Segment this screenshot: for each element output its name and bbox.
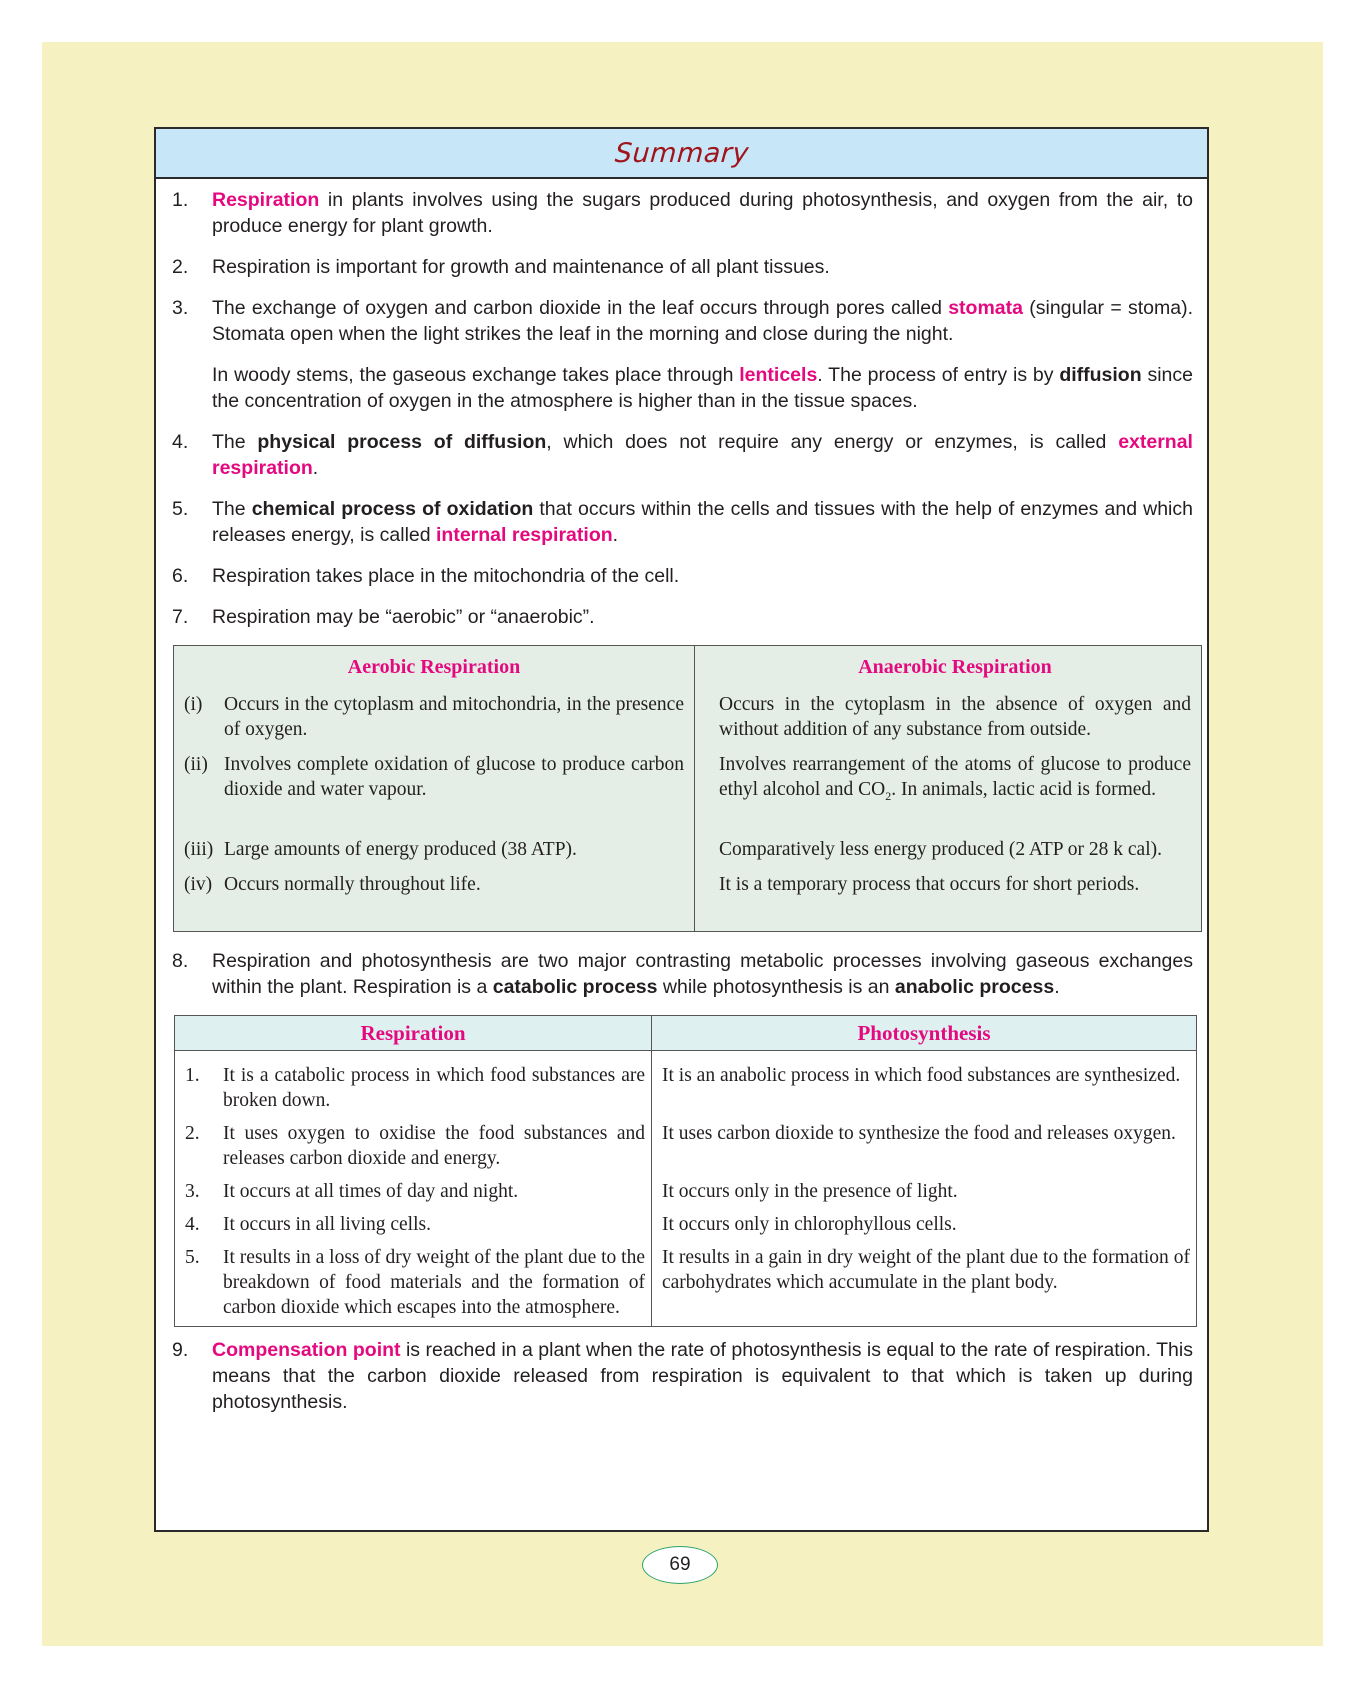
item-text xyxy=(212,563,1193,589)
text-run: Respiration may be “aerobic” or “anaerobic”. xyxy=(212,606,595,628)
summary-box xyxy=(154,127,1209,1532)
anaerobic-row xyxy=(719,752,1191,827)
summary-item-5 xyxy=(170,496,1193,548)
summary-header xyxy=(156,129,1207,179)
item-number: 6. xyxy=(172,565,189,587)
aerobic-row xyxy=(184,692,684,742)
aerobic-heading: Aerobic Respiration xyxy=(347,656,521,678)
respiration-text: It is a catabolic process in which food substances are broken down. xyxy=(223,1065,645,1111)
text-run: since the concentration of oxygen in the atmosphere is higher than in the tissue spaces. xyxy=(212,364,1193,412)
respiration-cell xyxy=(175,1210,652,1243)
anaerobic-column xyxy=(695,646,1201,931)
text-run: (singular = stoma). Stomata open when the light strikes the leaf in the morning and close during the night. xyxy=(212,297,1194,345)
text-run: that occurs within the cells and tissues with the help of enzymes and which releases energy, is called xyxy=(212,498,1193,546)
item-text xyxy=(212,295,1193,347)
text-run: . xyxy=(612,524,619,546)
photosynthesis-text: It occurs only in the presence of light. xyxy=(662,1181,958,1202)
item-number: 8. xyxy=(172,950,189,972)
item-number: 9. xyxy=(172,1339,189,1361)
row-number: 4. xyxy=(185,1214,200,1235)
text-run: In woody stems, the gaseous exchange takes place through xyxy=(212,364,740,386)
text-run: , which does not require any energy or enzymes, is called xyxy=(546,431,1119,453)
page-number: 69 xyxy=(642,1546,718,1584)
item-number: 7. xyxy=(172,606,189,628)
photosynthesis-text: It results in a gain in dry weight of the plant due to the formation of carbohydrates which accumulate in the plant body. xyxy=(662,1247,1190,1293)
text-run: The xyxy=(212,431,258,453)
item-sub-paragraph xyxy=(212,362,1193,414)
respiration-text: It occurs at all times of day and night. xyxy=(223,1181,519,1202)
respiration-cell xyxy=(175,1243,652,1327)
respiration-text: It occurs in all living cells. xyxy=(223,1214,431,1235)
summary-list xyxy=(170,187,1193,630)
highlighted-term: Respiration xyxy=(212,189,320,211)
item-text xyxy=(212,1337,1193,1415)
text-run: The exchange of oxygen and carbon dioxide in the leaf occurs through pores called xyxy=(212,297,949,319)
summary-content xyxy=(156,179,1207,1415)
bold-term: catabolic process xyxy=(492,976,658,998)
anaerobic-text: . In animals, lactic acid is formed. xyxy=(891,779,1157,800)
summary-item-9-row xyxy=(170,1337,1193,1415)
highlighted-term: stomata xyxy=(948,297,1023,319)
aerobic-text: Involves complete oxidation of glucose to produce carbon dioxide and water vapour. xyxy=(224,754,684,800)
item-text xyxy=(212,948,1193,1000)
summary-item-6 xyxy=(170,563,1193,589)
summary-item-4 xyxy=(170,429,1193,481)
photosynthesis-header: Photosynthesis xyxy=(652,1016,1197,1051)
item-text xyxy=(212,187,1193,239)
highlighted-term: external respiration xyxy=(212,431,1193,479)
photosynthesis-text: It is an anabolic process in which food substances are synthesized. xyxy=(662,1065,1181,1086)
row-number: 1. xyxy=(185,1065,200,1086)
text-run: . xyxy=(312,457,319,479)
highlighted-term: internal respiration xyxy=(436,524,613,546)
aerobic-row xyxy=(184,872,684,897)
summary-item-2 xyxy=(170,254,1193,280)
respiration-header: Respiration xyxy=(175,1016,652,1051)
anaerobic-row: Comparatively less energy produced (2 ATP or 28 k cal). xyxy=(719,839,1162,860)
item-text xyxy=(212,604,1193,630)
subscript: 2 xyxy=(885,788,892,803)
item-number: 4. xyxy=(172,431,189,453)
text-run: in plants involves using the sugars produced during photosynthesis, and oxygen from the air, to produce energy for plant growth. xyxy=(212,189,1193,237)
row-numeral: (i) xyxy=(184,694,203,715)
text-run: is reached in a plant when the rate of photosynthesis is equal to the rate of respiration. This means that the carbon dioxide released from respiration is equivalent to that which is taken up during photosynthesis. xyxy=(212,1339,1193,1413)
text-run: Respiration is important for growth and maintenance of all plant tissues. xyxy=(212,256,830,278)
table-row xyxy=(175,1210,1197,1243)
table-row xyxy=(175,1119,1197,1177)
item-text xyxy=(212,496,1193,548)
table-row xyxy=(175,1051,1197,1120)
text-run: Respiration and photosynthesis are two major contrasting metabolic processes involving gaseous exchanges within the plant. Respiration is a xyxy=(212,950,1193,998)
item-number: 3. xyxy=(172,297,189,319)
photosynthesis-cell xyxy=(652,1177,1197,1210)
photosynthesis-cell xyxy=(652,1243,1197,1327)
highlighted-term: lenticels xyxy=(739,364,818,386)
aerobic-anaerobic-table xyxy=(173,645,1202,932)
row-number: 2. xyxy=(185,1123,200,1144)
bold-term: diffusion xyxy=(1059,364,1142,386)
item-text xyxy=(212,429,1193,481)
anaerobic-row: It is a temporary process that occurs for short periods. xyxy=(719,874,1140,895)
photosynthesis-cell xyxy=(652,1051,1197,1120)
bold-term: chemical process of oxidation xyxy=(251,498,534,520)
photosynthesis-cell xyxy=(652,1210,1197,1243)
aerobic-column xyxy=(174,646,695,931)
highlighted-term: Compensation point xyxy=(212,1339,401,1361)
aerobic-row xyxy=(184,752,684,827)
summary-item-1 xyxy=(170,187,1193,239)
item-number: 1. xyxy=(172,189,189,211)
respiration-text: It results in a loss of dry weight of the plant due to the breakdown of food materials and the formation of carbon dioxide which escapes into the atmosphere. xyxy=(223,1247,645,1318)
row-numeral: (iv) xyxy=(184,874,213,895)
bold-term: anabolic process xyxy=(894,976,1055,998)
aerobic-row xyxy=(184,837,684,862)
row-numeral: (iii) xyxy=(184,839,214,860)
text-run: . The process of entry is by xyxy=(817,364,1060,386)
item-number: 2. xyxy=(172,256,189,278)
respiration-cell xyxy=(175,1119,652,1177)
text-run: . xyxy=(1054,976,1060,998)
text-run: The xyxy=(212,498,252,520)
item-text xyxy=(212,254,1193,280)
photosynthesis-text: It uses carbon dioxide to synthesize the food and releases oxygen. xyxy=(662,1123,1176,1144)
anaerobic-heading: Anaerobic Respiration xyxy=(858,656,1052,678)
row-numeral: (ii) xyxy=(184,754,208,775)
respiration-cell xyxy=(175,1177,652,1210)
aerobic-text: Occurs in the cytoplasm and mitochondria, in the presence of oxygen. xyxy=(224,694,684,740)
text-run: Respiration takes place in the mitochondria of the cell. xyxy=(212,565,680,587)
item-number: 5. xyxy=(172,498,189,520)
photosynthesis-text: It occurs only in chlorophyllous cells. xyxy=(662,1214,957,1235)
aerobic-text: Occurs normally throughout life. xyxy=(224,874,481,895)
summary-item-8 xyxy=(170,948,1193,1000)
summary-item-7 xyxy=(170,604,1193,630)
summary-title: Summary xyxy=(613,137,750,169)
text-run: while photosynthesis is an xyxy=(657,976,895,998)
respiration-photosynthesis-table xyxy=(174,1015,1197,1327)
summary-item-9 xyxy=(170,1337,1193,1415)
summary-item-3 xyxy=(170,295,1193,347)
table-row xyxy=(175,1243,1197,1327)
row-number: 3. xyxy=(185,1181,200,1202)
bold-term: physical process of diffusion xyxy=(257,431,547,453)
respiration-cell xyxy=(175,1051,652,1120)
photosynthesis-cell xyxy=(652,1119,1197,1177)
aerobic-text: Large amounts of energy produced (38 ATP). xyxy=(224,839,577,860)
summary-item-8-row xyxy=(170,948,1193,1000)
table-row xyxy=(175,1177,1197,1210)
anaerobic-text: Involves rearrangement of the atoms of glucose to produce ethyl alcohol and CO xyxy=(719,754,1191,800)
respiration-text: It uses oxygen to oxidise the food substances and releases carbon dioxide and energy. xyxy=(223,1123,645,1169)
anaerobic-row: Occurs in the cytoplasm in the absence of oxygen and without addition of any substance from outside. xyxy=(719,694,1191,740)
row-number: 5. xyxy=(185,1247,200,1268)
